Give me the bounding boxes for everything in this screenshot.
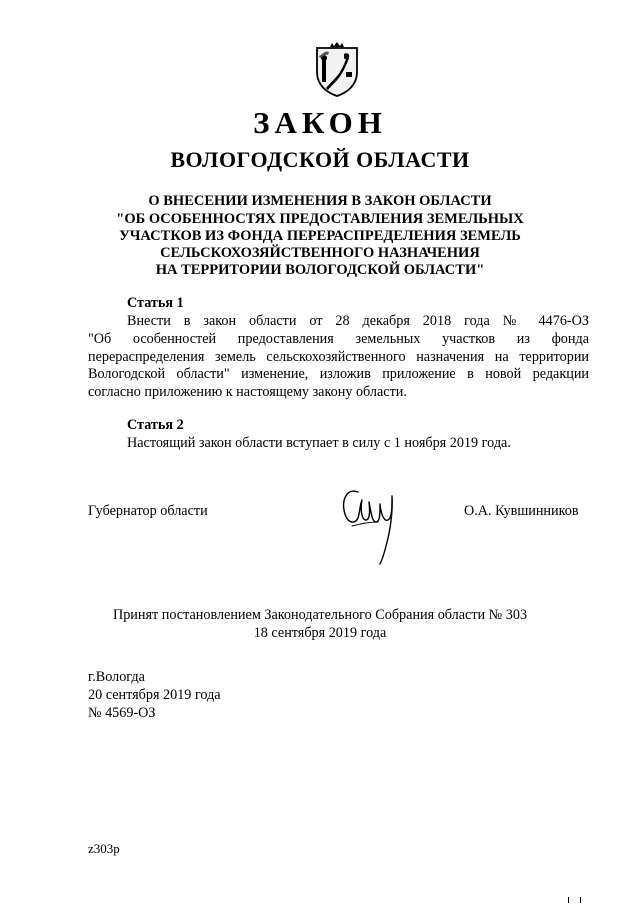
article-1-text: "Об особенностей предоставления земельных участков из фонда — [88, 331, 589, 347]
governor-name: О.А. Кувшинников — [464, 503, 579, 519]
law-number: № 4569-ОЗ — [88, 705, 156, 721]
adoption-date: 18 сентября 2019 года — [253, 625, 387, 641]
footer-code: z303p — [88, 841, 120, 856]
subject-line: УЧАСТКОВ ИЗ ФОНДА ПЕРЕРАСПРЕДЕЛЕНИЯ ЗЕМЕЛЬ — [119, 228, 521, 244]
issue-date: 20 сентября 2019 года — [88, 687, 221, 703]
issue-city: г.Вологда — [88, 669, 145, 685]
subject-line: О ВНЕСЕНИИ ИЗМЕНЕНИЯ В ЗАКОН ОБЛАСТИ — [148, 193, 492, 209]
article-1-text: перераспределения земель сельскохозяйственного назначения на территории — [88, 349, 589, 365]
signature-graphic — [338, 482, 402, 568]
article-1-heading: Статья 1 — [127, 295, 184, 311]
article-2-text: Настоящий закон области вступает в силу с 1 ноября 2019 года. — [127, 435, 511, 451]
article-1-text: Вологодской области" изменение, изложив приложение в новой редакции — [88, 366, 589, 382]
governor-position: Губернатор области — [88, 503, 208, 519]
document-title: ЗАКОН — [253, 105, 387, 140]
coat-of-arms-emblem — [314, 42, 360, 98]
article-1-text: Внести в закон области от 28 декабря 2018 года № 4476-ОЗ — [127, 313, 589, 329]
subject-line: "ОБ ОСОБЕННОСТЯХ ПРЕДОСТАВЛЕНИЯ ЗЕМЕЛЬНЫХ — [116, 211, 524, 227]
article-2-heading: Статья 2 — [127, 417, 184, 433]
article-1-text: согласно приложению к настоящему закону области. — [88, 384, 407, 400]
subject-line: НА ТЕРРИТОРИИ ВОЛОГОДСКОЙ ОБЛАСТИ" — [155, 262, 485, 278]
scan-mark — [568, 897, 569, 903]
region-title: ВОЛОГОДСКОЙ ОБЛАСТИ — [170, 147, 470, 172]
adoption-line: Принят постановлением Законодательного Собрания области № 303 — [112, 607, 528, 623]
scan-mark — [580, 897, 581, 903]
subject-line: СЕЛЬСКОХОЗЯЙСТВЕННОГО НАЗНАЧЕНИЯ — [160, 245, 480, 261]
